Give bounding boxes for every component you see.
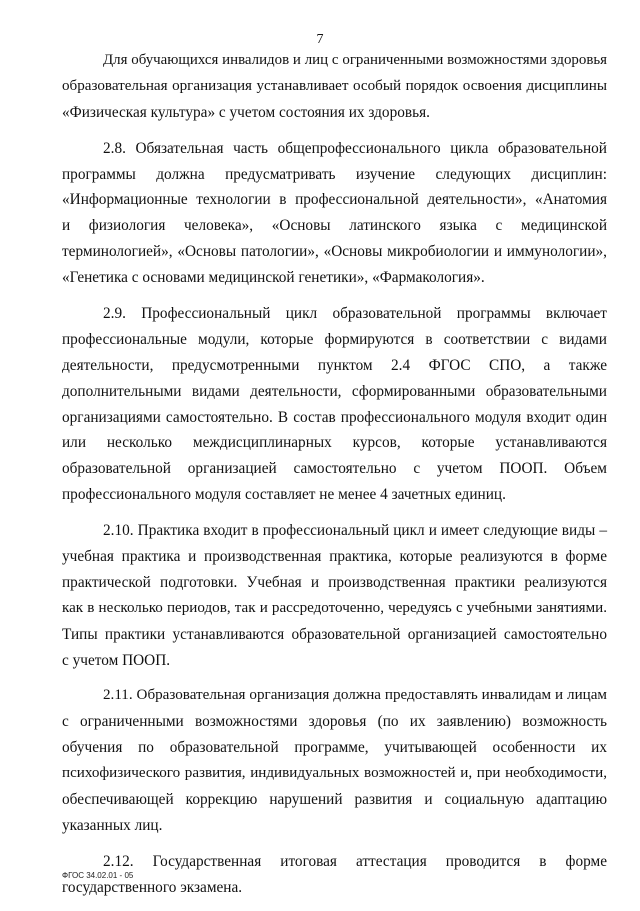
text-line: указанных лиц.: [62, 816, 163, 834]
text-line: практической подготовки. Учебная и производственная практики реализуются: [62, 573, 607, 591]
text-line: обеспечивающей коррекцию нарушений развития и социальную адаптацию: [62, 791, 607, 809]
text-line: Типы практики устанавливаются образовательной организацией самостоятельно: [62, 625, 607, 643]
paragraph: [62, 301, 607, 508]
text-line: профессионального модуля составляет не менее 4 зачетных единиц.: [62, 486, 506, 504]
text-line: психофизического развития, индивидуальных возможностей и, при необходимости,: [62, 765, 607, 782]
text-line: 2.8. Обязательная часть общепрофессионального цикла образовательной: [103, 139, 607, 157]
text-line: и физиология человека», «Основы латинского языка с медицинской: [62, 217, 607, 235]
text-line: образовательная организация устанавливает особый порядок освоения дисциплины: [62, 77, 607, 94]
paragraph: [62, 136, 607, 291]
text-line: терминологией», «Основы патологии», «Основы микробиологии и иммунологии»,: [62, 243, 607, 261]
text-line: «Физическая культура» с учетом состояния их здоровья.: [62, 103, 430, 121]
text-line: или несколько междисциплинарных курсов, которые устанавливаются: [62, 434, 607, 452]
text-line: учебная практика и производственная практика, которые реализуются в форме: [62, 548, 607, 566]
text-line: с ограниченными возможностями здоровья (по их заявлению) возможность: [62, 713, 607, 731]
paragraph: [62, 518, 607, 673]
text-line: Для обучающихся инвалидов и лиц с ограниченными возможностями здоровья: [103, 52, 607, 68]
text-line: «Информационные технологии в профессиональной деятельности», «Анатомия: [62, 191, 607, 209]
text-line: 2.9. Профессиональный цикл образовательной программы включает: [103, 305, 607, 323]
text-line: обучения по образовательной программе, учитывающей особенности их: [62, 739, 607, 757]
text-line: 2.12. Государственная итоговая аттестация проводится в форме: [103, 852, 607, 870]
document-body: [62, 48, 607, 911]
paragraph: [62, 849, 607, 901]
text-line: «Генетика с основами медицинской генетики», «Фармакология».: [62, 269, 485, 287]
text-line: государственного экзамена.: [62, 878, 243, 896]
text-line: как в несколько периодов, так и рассредоточенно, чередуясь с учебными занятиями.: [62, 599, 607, 616]
text-line: программы должна предусматривать изучение следующих дисциплин:: [62, 165, 607, 183]
footer-code: ФГОС 34.02.01 - 05: [62, 871, 134, 880]
text-line: 2.11. Образовательная организация должна предоставлять инвалидам и лицам: [103, 687, 607, 704]
text-line: с учетом ПООП.: [62, 651, 171, 669]
text-line: организациями самостоятельно. В состав профессионального модуля входит один: [62, 408, 607, 426]
text-line: деятельности, предусмотренными пунктом 2.4 ФГОС СПО, а также: [62, 356, 607, 374]
text-line: профессиональные модули, которые формируются в соответствии с видами: [62, 330, 607, 348]
paragraph: [62, 48, 607, 126]
paragraph: [62, 683, 607, 838]
text-line: дополнительными видами деятельности, сформированными образовательными: [62, 382, 607, 400]
page-number: 7: [316, 32, 324, 47]
text-line: 2.10. Практика входит в профессиональный цикл и имеет следующие виды –: [103, 522, 607, 540]
text-line: образовательной организацией самостоятельно с учетом ПООП. Объем: [62, 460, 607, 478]
